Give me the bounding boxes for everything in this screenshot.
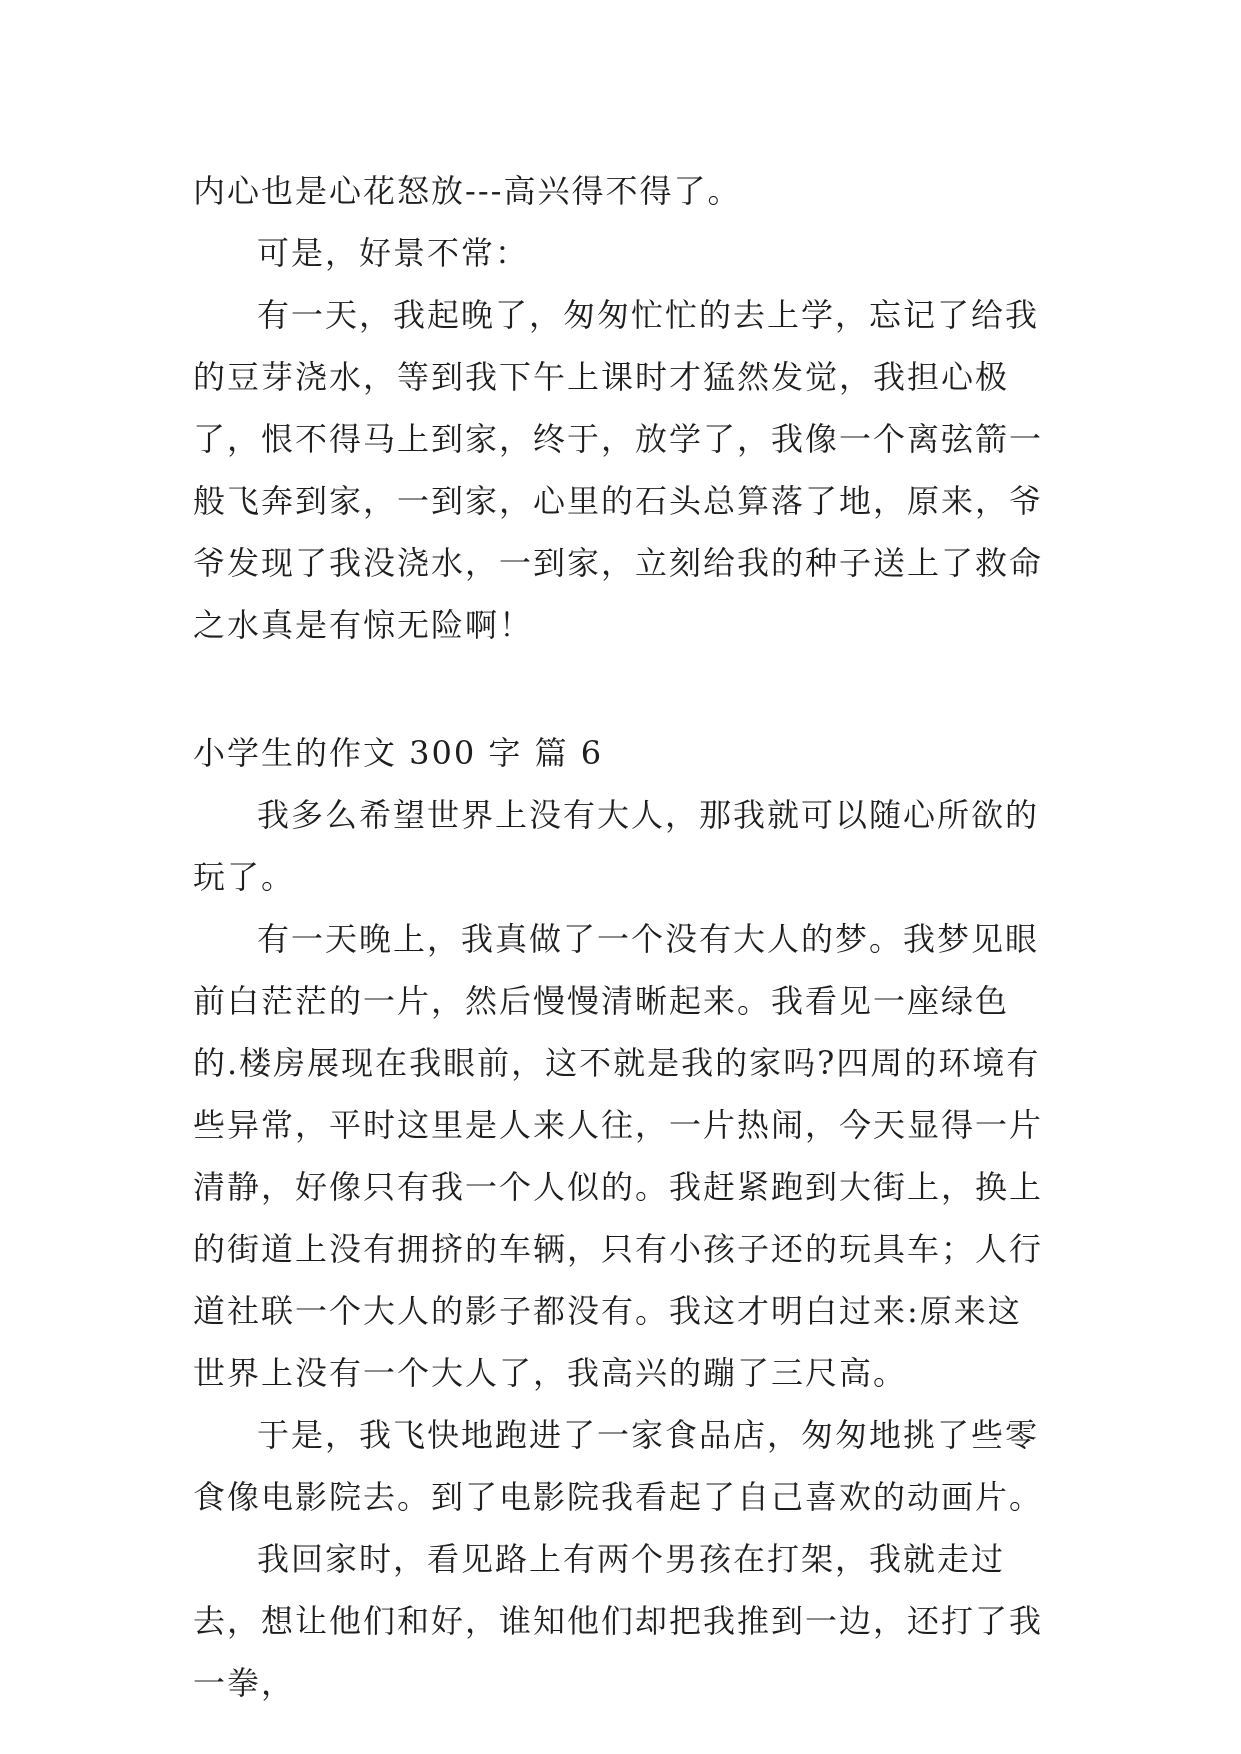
paragraph: 我多么希望世界上没有大人，那我就可以随心所欲的玩了。 bbox=[193, 796, 1040, 896]
paragraph: 我回家时，看见路上有两个男孩在打架，我就走过去，想让他们和好，谁知他们却把我推到一边，还打了我一拳， bbox=[193, 1540, 1044, 1702]
section-heading: 小学生的作文 300 字 篇 6 bbox=[193, 734, 604, 772]
section-spacer bbox=[193, 656, 1053, 722]
document-body bbox=[193, 160, 1053, 1714]
paragraph: 有一天，我起晚了，匆匆忙忙的去上学，忘记了给我的豆芽浇水，等到我下午上课时才猛然发觉，我担心极了，恨不得马上到家，终于，放学了，我像一个离弦箭一般飞奔到家，一到家，心里的石头总算落了地，原来，爷爷发现了我没浇水，一到家，立刻给我的种子送上了救命之水真是有惊无险啊！ bbox=[193, 296, 1044, 644]
paragraph: 有一天晚上，我真做了一个没有大人的梦。我梦见眼前白茫茫的一片，然后慢慢清晰起来。我看见一座绿色的.楼房展现在我眼前，这不就是我的家吗?四周的环境有些异常，平时这里是人来人往，一片热闹，今天显得一片清静，好像只有我一个人似的。我赶紧跑到大街上，换上的街道上没有拥挤的车辆，只有小孩子还的玩具车；人行道社联一个大人的影子都没有。我这才明白过来:原来这世界上没有一个大人了，我高兴的蹦了三尺高。 bbox=[193, 920, 1044, 1392]
paragraph: 可是，好景不常： bbox=[257, 234, 530, 272]
paragraph: 于是，我飞快地跑进了一家食品店，匆匆地挑了些零食像电影院去。到了电影院我看起了自己喜欢的动画片。 bbox=[193, 1416, 1044, 1516]
paragraph-continued: 内心也是心花怒放---高兴得不得了。 bbox=[193, 172, 742, 210]
